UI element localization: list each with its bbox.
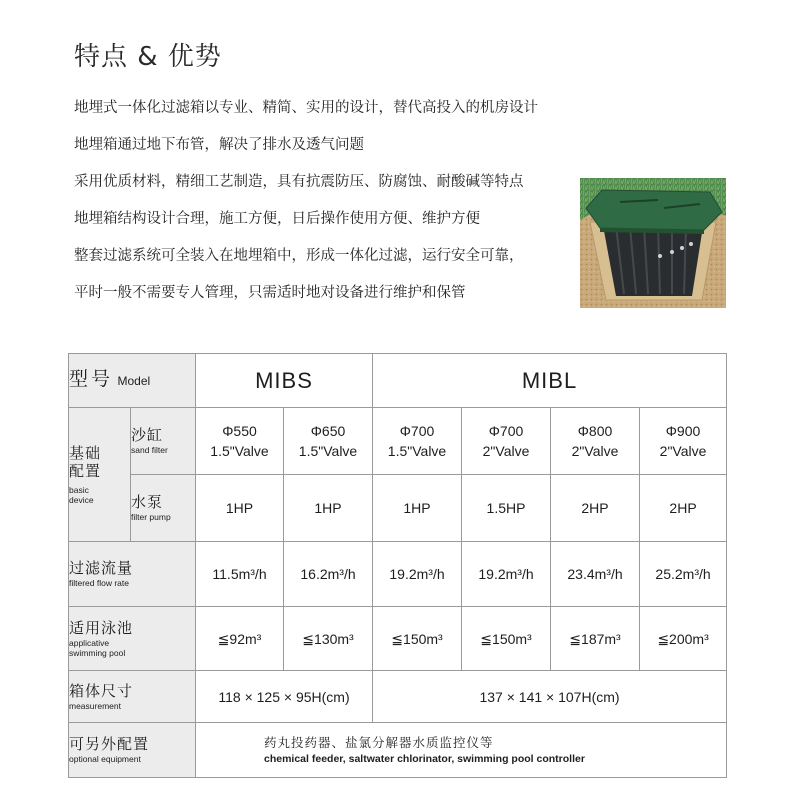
sand-size: Φ900 (665, 423, 701, 439)
feature-item: 地埋箱通过地下布管，解决了排水及透气问题 (74, 137, 364, 153)
size-cell-mibs: 118 × 125 × 95H(cm) (196, 671, 373, 723)
sand-filter-label (131, 408, 196, 475)
pool-cn: 适用泳池 (69, 619, 134, 637)
optional-value-en: chemical feeder, saltwater chlorinator, swimming pool controller (264, 753, 585, 765)
sand-filter-cell (284, 408, 373, 475)
spec-table (68, 353, 727, 778)
pump-cell: 1HP (373, 475, 462, 542)
model-label-cn: 型号 (69, 369, 114, 390)
sand-valve: 2"Valve (482, 443, 530, 459)
flow-cell: 16.2m³/h (284, 542, 373, 607)
flow-rate-cn: 过滤流量 (69, 560, 134, 577)
measurement-en: measurement (69, 700, 121, 711)
optional-cn: 可另外配置 (69, 736, 150, 753)
sand-filter-cn: 沙缸 (131, 427, 164, 444)
sand-valve: 1.5"Valve (298, 443, 358, 459)
flow-rate-label (69, 542, 196, 607)
model-mibl: MIBL (373, 354, 727, 408)
pool-en-1: applicative (69, 637, 110, 648)
basic-device-label (69, 408, 131, 542)
sand-size: Φ550 (222, 423, 257, 439)
pool-cell: ≦150m³ (462, 607, 551, 671)
pool-cell: ≦200m³ (640, 607, 727, 671)
table-header-row (69, 354, 727, 408)
pool-cell: ≦187m³ (551, 607, 640, 671)
filter-pump-label (131, 475, 196, 542)
pool-cell: ≦92m³ (196, 607, 284, 671)
pool-label (69, 607, 196, 671)
pump-cell: 1.5HP (462, 475, 551, 542)
model-label-en: Model (117, 374, 151, 388)
pump-cell: 1HP (284, 475, 373, 542)
measurement-cn: 箱体尺寸 (69, 682, 134, 700)
basic-device-cn-2: 配置 (69, 462, 102, 480)
table-row (69, 475, 727, 542)
sand-filter-cell (196, 408, 284, 475)
sand-size: Φ800 (577, 423, 613, 439)
sand-valve: 2"Valve (659, 443, 707, 459)
page-title: 特点 & 优势 (74, 42, 222, 72)
sand-filter-cell (640, 408, 727, 475)
basic-device-en-2: device (69, 494, 94, 505)
feature-item: 地埋式一体化过滤箱以专业、精简、实用的设计，替代高投入的机房设计 (74, 100, 538, 116)
basic-device-cn-1: 基础 (69, 444, 102, 462)
sand-filter-cell (373, 408, 462, 475)
filter-pump-cn: 水泵 (131, 494, 164, 511)
optional-en: optional equipment (69, 754, 141, 764)
feature-item: 平时一般不需要专人管理，只需适时地对设备进行维护和保管 (74, 285, 466, 301)
pump-cell: 2HP (551, 475, 640, 542)
sand-valve: 1.5"Valve (210, 443, 269, 459)
product-image (580, 178, 726, 308)
underground-filter-box-illustration (580, 178, 726, 308)
table-row (69, 671, 727, 723)
sand-size: Φ700 (399, 423, 435, 439)
optional-value-cn: 药丸投药器、盐氯分解器水质监控仪等 (264, 736, 494, 750)
measurement-label (69, 671, 196, 723)
feature-list (74, 98, 574, 320)
sand-filter-en: sand filter (131, 445, 168, 455)
pump-cell: 2HP (640, 475, 727, 542)
optional-label (69, 723, 196, 778)
optional-cell (196, 723, 727, 778)
sand-valve: 1.5"Valve (387, 443, 447, 459)
filter-pump-en: filter pump (131, 512, 171, 522)
model-label-cell (69, 354, 196, 408)
feature-item: 地埋箱结构设计合理，施工方便，日后操作使用方便、维护方便 (74, 211, 480, 227)
sand-size: Φ650 (310, 423, 346, 439)
feature-item: 整套过滤系统可全装入在地埋箱中，形成一体化过滤，运行安全可靠， (74, 248, 524, 264)
flow-cell: 19.2m³/h (373, 542, 462, 607)
flow-cell: 23.4m³/h (551, 542, 640, 607)
pool-cell: ≦130m³ (284, 607, 373, 671)
sand-valve: 2"Valve (571, 443, 619, 459)
pump-cell: 1HP (196, 475, 284, 542)
flow-cell: 19.2m³/h (462, 542, 551, 607)
pool-cell: ≦150m³ (373, 607, 462, 671)
table-row (69, 607, 727, 671)
pool-en-2: swimming pool (69, 647, 126, 658)
basic-device-en-1: basic (69, 484, 89, 495)
flow-cell: 25.2m³/h (640, 542, 727, 607)
model-mibs: MIBS (196, 354, 373, 408)
sand-size: Φ700 (488, 423, 524, 439)
table-row (69, 723, 727, 778)
sand-filter-cell (551, 408, 640, 475)
feature-item: 采用优质材料，精细工艺制造，具有抗震防压、防腐蚀、耐酸碱等特点 (74, 174, 524, 190)
table-row (69, 408, 727, 475)
table-row (69, 542, 727, 607)
flow-cell: 11.5m³/h (196, 542, 284, 607)
sand-filter-cell (462, 408, 551, 475)
size-cell-mibl: 137 × 141 × 107H(cm) (373, 671, 727, 723)
flow-rate-en: filtered flow rate (69, 578, 129, 588)
